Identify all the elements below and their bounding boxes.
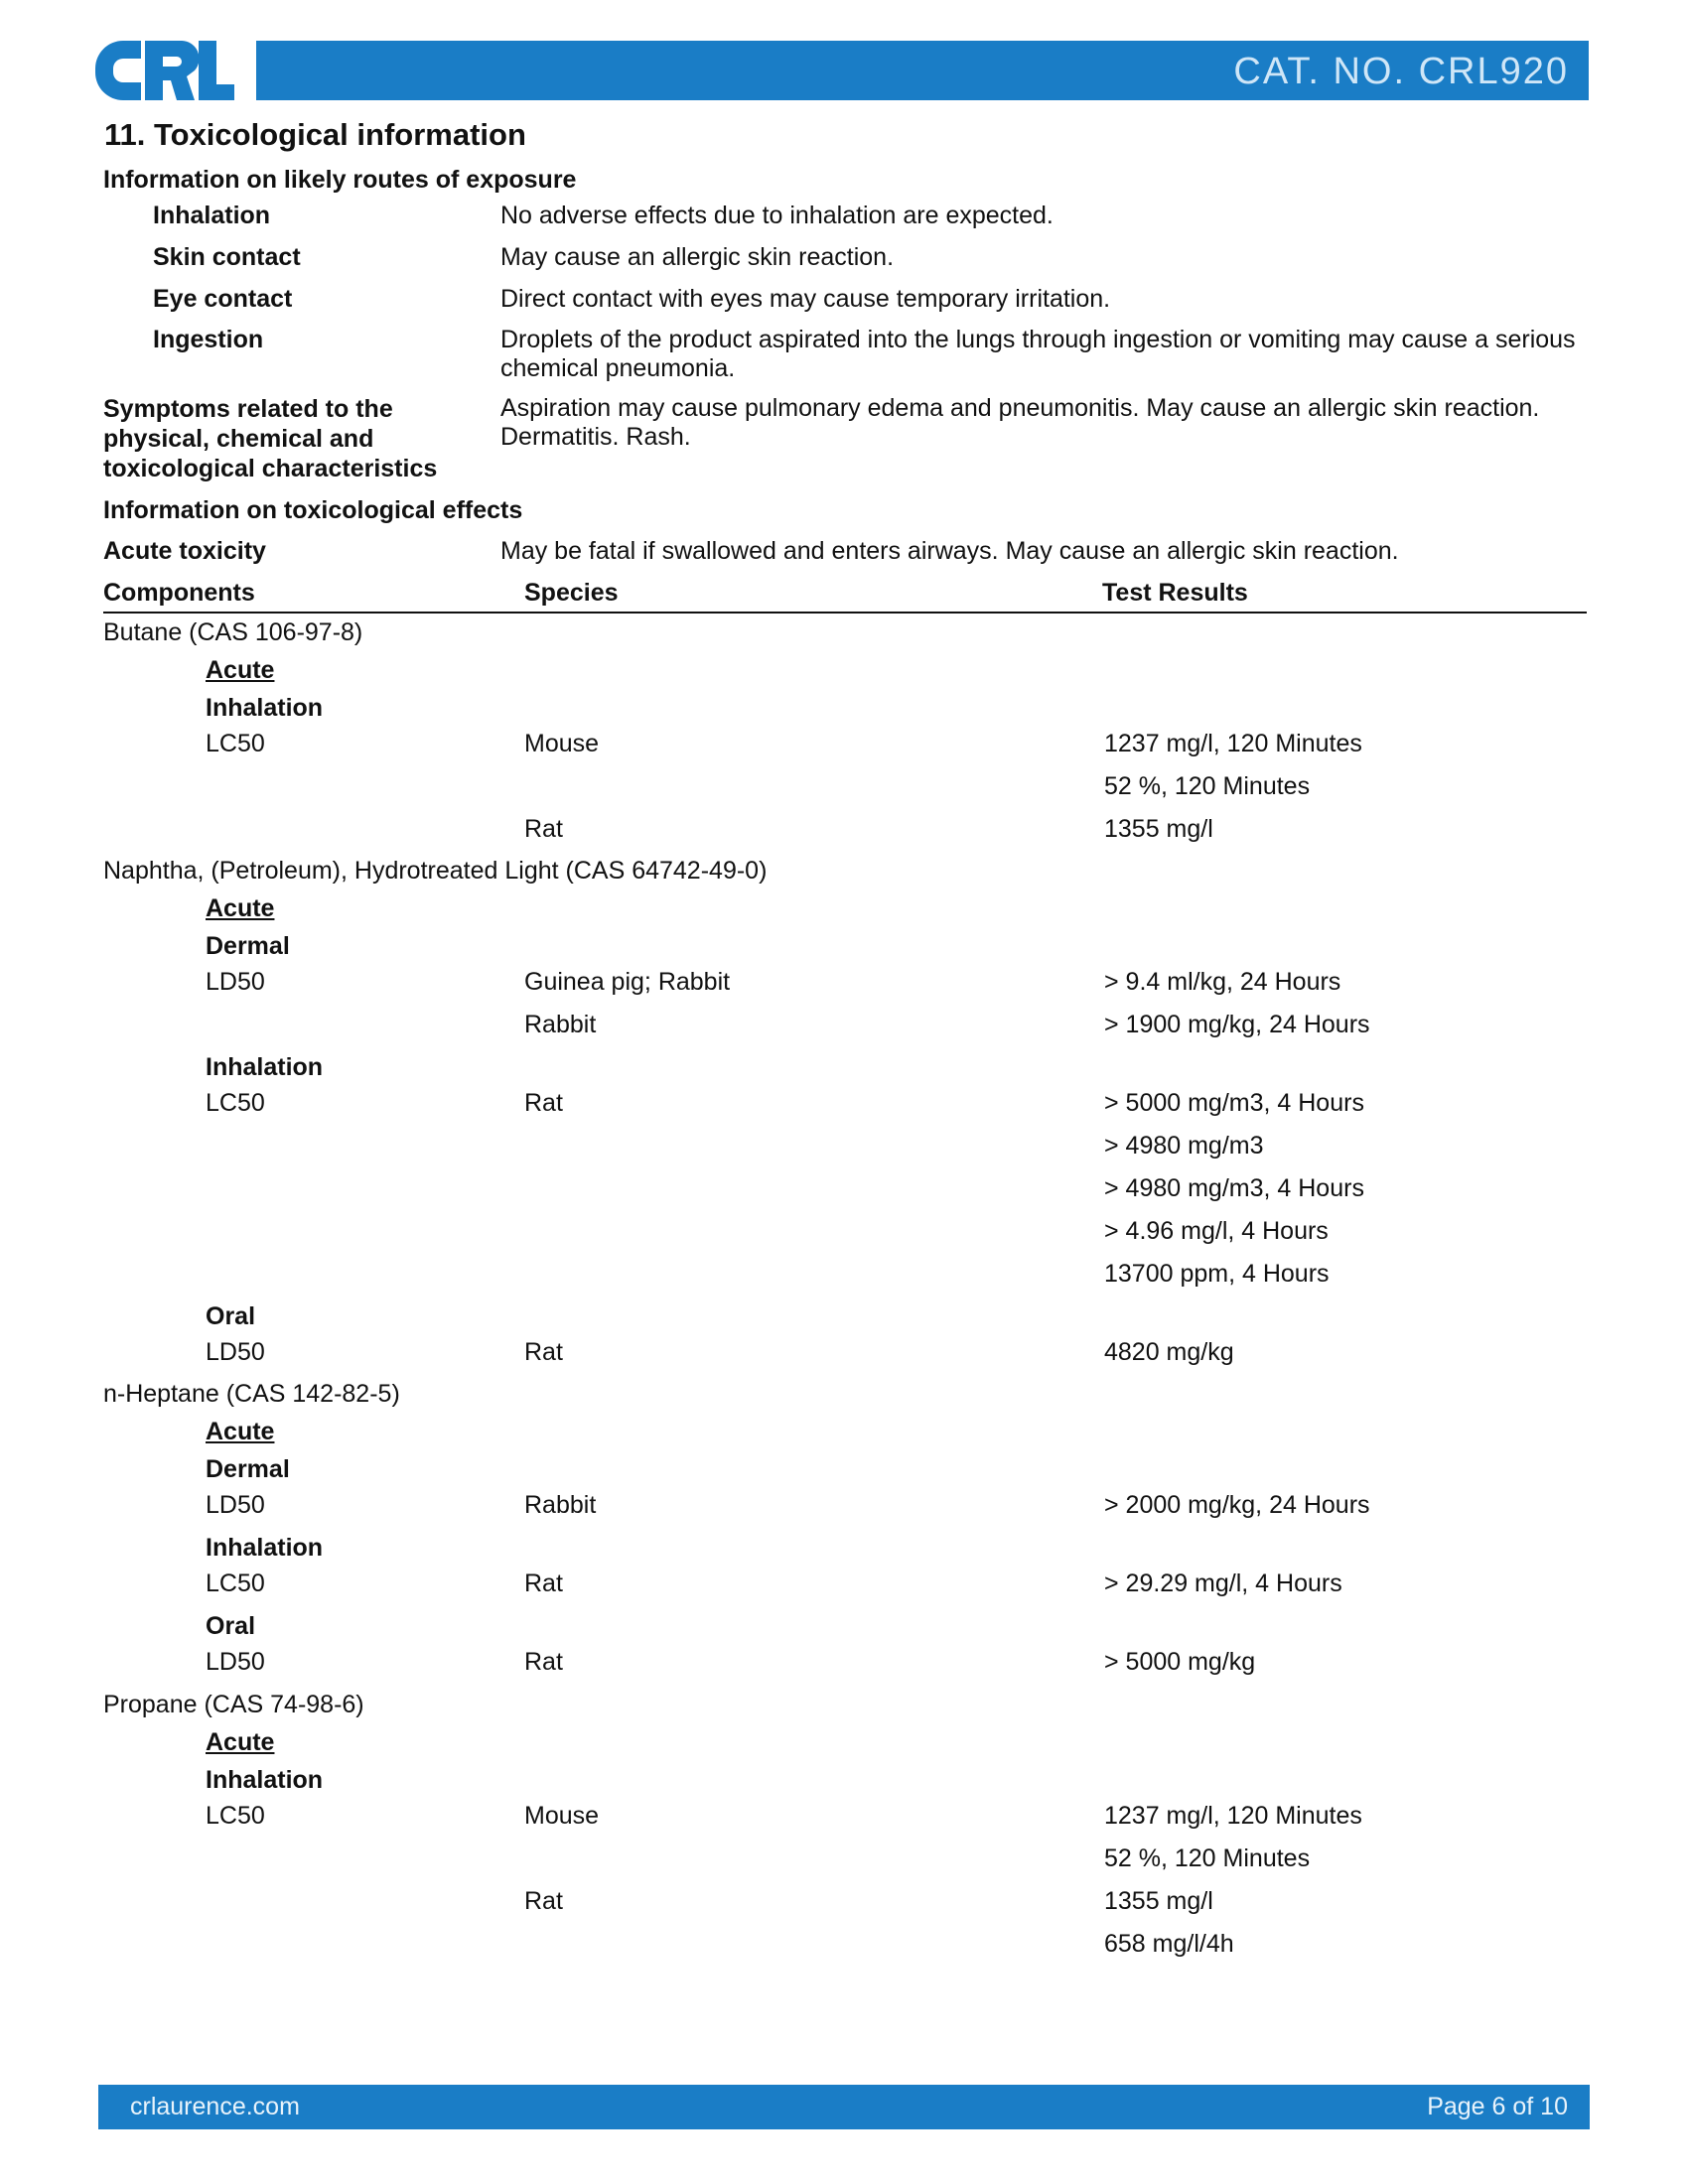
- test-type: LC50: [206, 1802, 265, 1830]
- result-cell: 658 mg/l/4h: [1104, 1930, 1234, 1958]
- species-cell: Rat: [524, 1089, 563, 1117]
- route-heading: Oral: [206, 1302, 256, 1330]
- symptoms-label: Symptoms related to the physical, chemical and toxicological characteristics: [103, 395, 438, 482]
- result-cell: 1355 mg/l: [1104, 1887, 1213, 1915]
- component-name: Butane (CAS 106-97-8): [103, 618, 363, 646]
- col-header-species: Species: [524, 579, 619, 607]
- routes-heading: Information on likely routes of exposure: [103, 166, 577, 194]
- result-cell: > 4980 mg/m3, 4 Hours: [1104, 1174, 1364, 1202]
- species-cell: Rabbit: [524, 1011, 597, 1038]
- header-bar: [256, 41, 1589, 100]
- test-type: LD50: [206, 1491, 265, 1519]
- acute-toxicity-label: Acute toxicity: [103, 537, 266, 565]
- acute-heading: Acute: [206, 894, 275, 922]
- route-heading: Dermal: [206, 932, 290, 960]
- species-cell: Rabbit: [524, 1491, 597, 1519]
- result-cell: 4820 mg/kg: [1104, 1338, 1234, 1366]
- test-type: LD50: [206, 1338, 265, 1366]
- acute-heading: Acute: [206, 1728, 275, 1756]
- species-cell: Mouse: [524, 1802, 600, 1830]
- species-cell: Mouse: [524, 730, 600, 757]
- test-type: LC50: [206, 730, 265, 757]
- website-link[interactable]: crlaurence.com: [130, 2093, 300, 2120]
- component-name: Naphtha, (Petroleum), Hydrotreated Light (CAS 64742-49-0): [103, 857, 768, 885]
- result-cell: > 5000 mg/m3, 4 Hours: [1104, 1089, 1364, 1117]
- route-heading: Oral: [206, 1612, 256, 1640]
- result-cell: 52 %, 120 Minutes: [1104, 1844, 1311, 1872]
- result-cell: 1237 mg/l, 120 Minutes: [1104, 730, 1362, 757]
- route-heading: Inhalation: [206, 1534, 324, 1562]
- species-cell: Rat: [524, 1648, 563, 1676]
- result-cell: > 2000 mg/kg, 24 Hours: [1104, 1491, 1370, 1519]
- route-heading: Inhalation: [206, 1053, 324, 1081]
- page-number: Page 6 of 10: [1427, 2093, 1568, 2120]
- component-name: Propane (CAS 74-98-6): [103, 1691, 364, 1718]
- component-name: n-Heptane (CAS 142-82-5): [103, 1380, 400, 1408]
- footer-bar: [98, 2085, 1590, 2129]
- result-cell: 1355 mg/l: [1104, 815, 1213, 843]
- section-title: 11. Toxicological information: [104, 117, 526, 152]
- route-heading: Inhalation: [206, 1766, 324, 1794]
- table-header-rule: [103, 612, 1587, 614]
- result-cell: > 9.4 ml/kg, 24 Hours: [1104, 968, 1341, 996]
- result-cell: > 4980 mg/m3: [1104, 1132, 1264, 1160]
- col-header-results: Test Results: [1102, 579, 1248, 607]
- route-label-inhalation: Inhalation: [153, 202, 271, 229]
- acute-toxicity-text: May be fatal if swallowed and enters airways. May cause an allergic skin reaction.: [500, 537, 1399, 565]
- route-text-inhalation: No adverse effects due to inhalation are expected.: [500, 202, 1054, 229]
- crl-logo: [95, 41, 234, 100]
- species-cell: Rat: [524, 815, 563, 843]
- route-heading: Inhalation: [206, 694, 324, 722]
- species-cell: Rat: [524, 1887, 563, 1915]
- route-label-eye: Eye contact: [153, 285, 293, 313]
- test-type: LD50: [206, 1648, 265, 1676]
- result-cell: > 29.29 mg/l, 4 Hours: [1104, 1570, 1342, 1597]
- species-cell: Rat: [524, 1570, 563, 1597]
- catalog-number: CAT. NO. CRL920: [1233, 51, 1569, 92]
- species-cell: Guinea pig; Rabbit: [524, 968, 731, 996]
- effects-heading: Information on toxicological effects: [103, 496, 523, 524]
- route-label-ingestion: Ingestion: [153, 326, 264, 353]
- route-label-skin: Skin contact: [153, 243, 301, 271]
- result-cell: 13700 ppm, 4 Hours: [1104, 1260, 1330, 1288]
- test-type: LD50: [206, 968, 265, 996]
- col-header-components: Components: [103, 579, 255, 607]
- symptoms-text: Aspiration may cause pulmonary edema and pneumonitis. May cause an allergic skin reaction. Dermatitis. Rash.: [500, 394, 1540, 451]
- acute-heading: Acute: [206, 656, 275, 684]
- route-heading: Dermal: [206, 1455, 290, 1483]
- acute-heading: Acute: [206, 1418, 275, 1445]
- route-text-skin: May cause an allergic skin reaction.: [500, 243, 895, 271]
- route-text-ingestion: Droplets of the product aspirated into the lungs through ingestion or vomiting may cause a serious chemical pneumonia.: [500, 326, 1576, 382]
- result-cell: 52 %, 120 Minutes: [1104, 772, 1311, 800]
- test-type: LC50: [206, 1570, 265, 1597]
- test-type: LC50: [206, 1089, 265, 1117]
- species-cell: Rat: [524, 1338, 563, 1366]
- result-cell: > 4.96 mg/l, 4 Hours: [1104, 1217, 1329, 1245]
- result-cell: > 1900 mg/kg, 24 Hours: [1104, 1011, 1370, 1038]
- result-cell: 1237 mg/l, 120 Minutes: [1104, 1802, 1362, 1830]
- result-cell: > 5000 mg/kg: [1104, 1648, 1256, 1676]
- route-text-eye: Direct contact with eyes may cause temporary irritation.: [500, 285, 1111, 313]
